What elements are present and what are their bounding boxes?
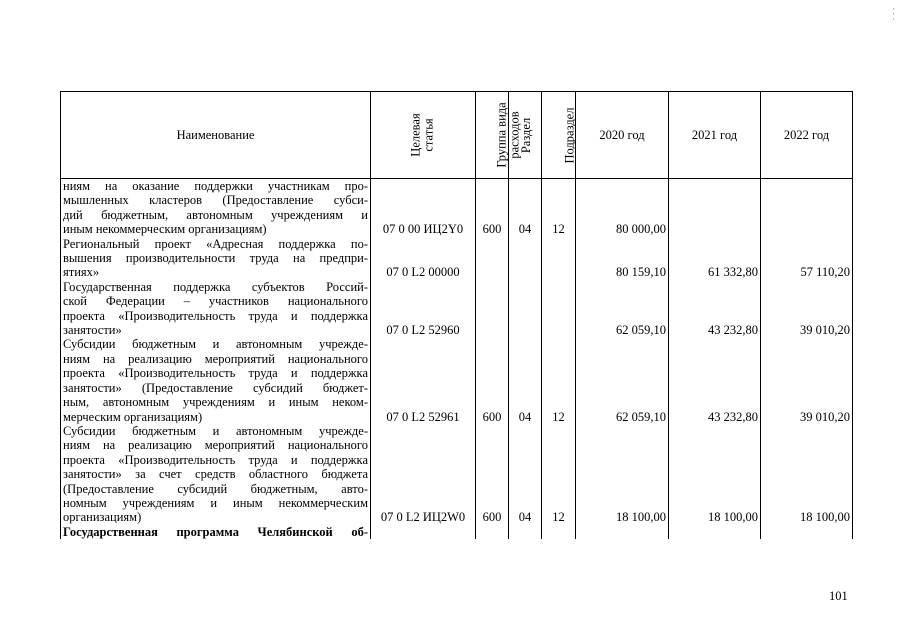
row-2022: 57 110,20 <box>761 237 853 280</box>
table-row <box>61 525 853 539</box>
row-name: Субсидии бюджетным и автономным учрежде- ниям на реализацию мероприятий национального проекта «Производительность труда и поддержка занятости» за счет средств областного бюджета (Предоставление субсидий бюджетным, авто- номным учреждениям и иным некоммерческим организациям) <box>61 424 371 525</box>
page-number: 101 <box>829 589 848 603</box>
row-group: 600 <box>476 179 509 237</box>
header-target-article: Целевая статья <box>371 92 476 179</box>
row-2020: 80 000,00 <box>576 179 669 237</box>
table-row <box>61 237 853 280</box>
row-code: 07 0 00 ИЦ2Y0 <box>371 179 476 237</box>
row-group <box>476 525 509 539</box>
row-section <box>509 280 542 338</box>
row-name: Государственная поддержка субъектов Россий- ской Федерации – участников национального проекта «Производительность труда и поддержка занятости» <box>61 280 371 338</box>
row-2021: 18 100,00 <box>669 424 761 525</box>
row-2020: 62 059,10 <box>576 280 669 338</box>
row-subsection: 12 <box>542 179 576 237</box>
row-2020: 62 059,10 <box>576 337 669 423</box>
margin-mark <box>893 13 894 15</box>
row-2022: 39 010,20 <box>761 280 853 338</box>
header-expense-group: Группа вида расходов <box>476 92 509 179</box>
row-group <box>476 237 509 280</box>
row-2021: 43 232,80 <box>669 280 761 338</box>
row-subsection: 12 <box>542 337 576 423</box>
header-2021: 2021 год <box>669 92 761 179</box>
row-subsection <box>542 237 576 280</box>
header-name: Наименование <box>61 92 371 179</box>
row-2021: 61 332,80 <box>669 237 761 280</box>
header-subsection: Подраздел <box>542 92 576 179</box>
row-section <box>509 525 542 539</box>
row-group: 600 <box>476 424 509 525</box>
margin-mark <box>893 8 894 10</box>
row-2022 <box>761 525 853 539</box>
row-name: Государственная программа Челябинской об- <box>61 525 371 539</box>
row-2021: 43 232,80 <box>669 337 761 423</box>
row-2022 <box>761 179 853 237</box>
header-section: Раздел <box>509 92 542 179</box>
row-group: 600 <box>476 337 509 423</box>
row-name: Субсидии бюджетным и автономным учрежде- ниям на реализацию мероприятий национального проекта «Производительность труда и поддержка занятости» (Предоставление субсидий бюджет- ным, автономным учреждениям и иным неком- мерческим организациям) <box>61 337 371 423</box>
row-2020: 18 100,00 <box>576 424 669 525</box>
row-section: 04 <box>509 179 542 237</box>
row-section: 04 <box>509 337 542 423</box>
row-2021 <box>669 525 761 539</box>
row-code: 07 0 L2 52961 <box>371 337 476 423</box>
row-name: ниям на оказание поддержки участникам про- мышленных кластеров (Предоставление субси- дий бюджетным, автономным учреждениям и иным некоммерческим организациям) <box>61 179 371 237</box>
header-2022: 2022 год <box>761 92 853 179</box>
budget-table <box>60 91 853 539</box>
row-code: 07 0 L2 00000 <box>371 237 476 280</box>
row-2021 <box>669 179 761 237</box>
row-section <box>509 237 542 280</box>
row-code: 07 0 L2 ИЦ2W0 <box>371 424 476 525</box>
table-row <box>61 337 853 423</box>
row-subsection: 12 <box>542 424 576 525</box>
table-row <box>61 424 853 525</box>
margin-mark <box>893 18 894 20</box>
row-2020: 80 159,10 <box>576 237 669 280</box>
row-code: 07 0 L2 52960 <box>371 280 476 338</box>
table-row <box>61 280 853 338</box>
row-subsection <box>542 280 576 338</box>
row-name: Региональный проект «Адресная поддержка по- вышения производительности труда на предпри- ятиях» <box>61 237 371 280</box>
row-2022: 39 010,20 <box>761 337 853 423</box>
row-code <box>371 525 476 539</box>
table-row <box>61 179 853 237</box>
row-2020 <box>576 525 669 539</box>
row-2022: 18 100,00 <box>761 424 853 525</box>
row-section: 04 <box>509 424 542 525</box>
row-subsection <box>542 525 576 539</box>
table-header-row <box>61 92 853 179</box>
row-group <box>476 280 509 338</box>
header-2020: 2020 год <box>576 92 669 179</box>
